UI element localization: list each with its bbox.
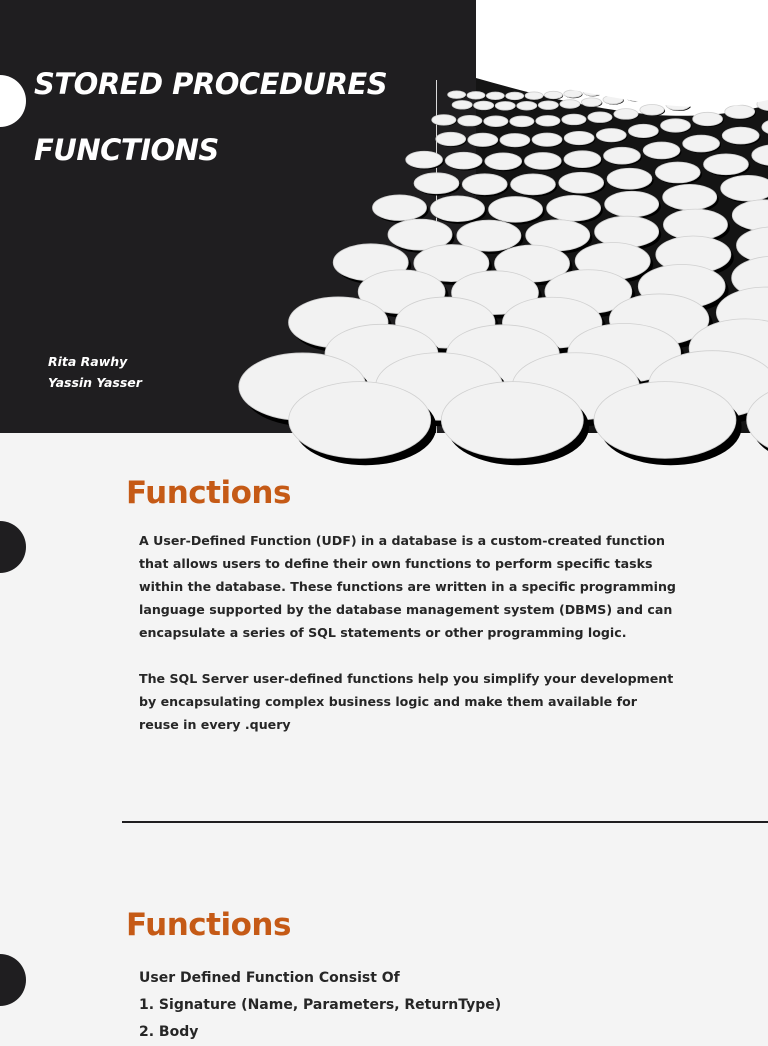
decorative-circle	[0, 954, 26, 1006]
facade-disc	[500, 133, 530, 146]
facade-disc	[532, 133, 562, 146]
facade-disc	[564, 151, 601, 168]
facade-disc	[431, 196, 485, 222]
facade-disc	[436, 132, 466, 145]
facade-disc	[581, 98, 601, 107]
facade-disc	[458, 115, 482, 126]
facade-disc	[525, 92, 543, 100]
title-slide	[0, 0, 768, 433]
decorative-circle	[0, 521, 26, 573]
facade-disc	[588, 112, 612, 123]
facade-disc	[596, 128, 626, 141]
facade-disc	[640, 104, 664, 115]
facade-disc	[725, 105, 755, 118]
facade-disc	[547, 195, 601, 221]
body-line: 1. Signature (Name, Parameters, ReturnType)	[139, 997, 502, 1013]
facade-disc	[643, 142, 680, 159]
facade-disc	[468, 133, 498, 146]
facade-disc	[510, 116, 534, 127]
facade-disc	[373, 195, 427, 221]
facade-disc	[564, 131, 594, 144]
facade-disc	[663, 184, 717, 210]
facade-disc	[559, 172, 604, 193]
author-name: Yassin Yasser	[48, 375, 142, 390]
facade-disc	[722, 127, 759, 144]
facade-disc	[607, 168, 652, 189]
facade-disc	[560, 100, 580, 109]
facade-disc	[683, 135, 720, 152]
facade-disc	[661, 119, 691, 132]
facade-disc	[489, 197, 543, 223]
facade-disc	[594, 382, 736, 459]
facade-disc	[506, 92, 524, 100]
facade-disc	[605, 191, 659, 217]
facade-disc	[452, 101, 472, 110]
facade-disc	[445, 152, 482, 169]
facade-disc	[538, 101, 558, 110]
facade-disc	[604, 147, 641, 164]
paragraph: A User-Defined Function (UDF) in a database is a custom-created function that allows users to define their own functions to perform specific tasks within the database. These functions are written in a specific programming language supported by the database management system (DBMS) and can encapsulate a series of SQL statements or other programming logic.	[139, 533, 676, 640]
facade-disc	[524, 153, 561, 170]
facade-disc	[511, 174, 556, 195]
facade-disc	[517, 101, 537, 110]
facade-disc	[441, 382, 583, 459]
facade-disc	[614, 109, 638, 120]
horizontal-divider	[122, 821, 768, 823]
facade-disc	[448, 91, 466, 99]
architecture-photo	[476, 0, 768, 433]
facade-disc	[544, 91, 562, 99]
facade-disc	[467, 92, 485, 100]
slide-heading: Functions	[126, 907, 291, 943]
facade-disc	[495, 101, 515, 110]
slide-body	[139, 529, 679, 736]
author-name: Rita Rawhy	[48, 354, 128, 369]
facade-disc	[462, 174, 507, 195]
facade-disc	[484, 116, 508, 127]
facade-disc	[474, 101, 494, 110]
body-line: User Defined Function Consist Of	[139, 970, 400, 986]
facade-disc	[562, 114, 586, 125]
slide-body	[139, 965, 699, 1046]
facade-disc	[485, 153, 522, 170]
facade-disc	[663, 209, 727, 240]
facade-disc	[289, 382, 431, 459]
facade-disc	[432, 115, 456, 126]
facade-disc	[486, 92, 504, 100]
body-line: 2. Body	[139, 1024, 199, 1040]
slide-heading: Functions	[126, 475, 291, 511]
paragraph: The SQL Server user-defined functions help you simplify your development by encapsulating complex business logic and make them available for reuse in every .query	[139, 671, 674, 732]
facade-disc	[406, 151, 443, 168]
facade-disc	[704, 154, 749, 175]
facade-disc	[693, 112, 723, 125]
decorative-circle	[0, 75, 26, 127]
facade-disc	[721, 175, 768, 201]
facade-disc	[628, 124, 658, 137]
title-line-1: STORED PROCEDURES	[34, 67, 388, 101]
title-line-2: FUNCTIONS	[34, 133, 219, 167]
facade-disc	[655, 162, 700, 183]
facade-disc	[414, 173, 459, 194]
facade-disc	[536, 116, 560, 127]
